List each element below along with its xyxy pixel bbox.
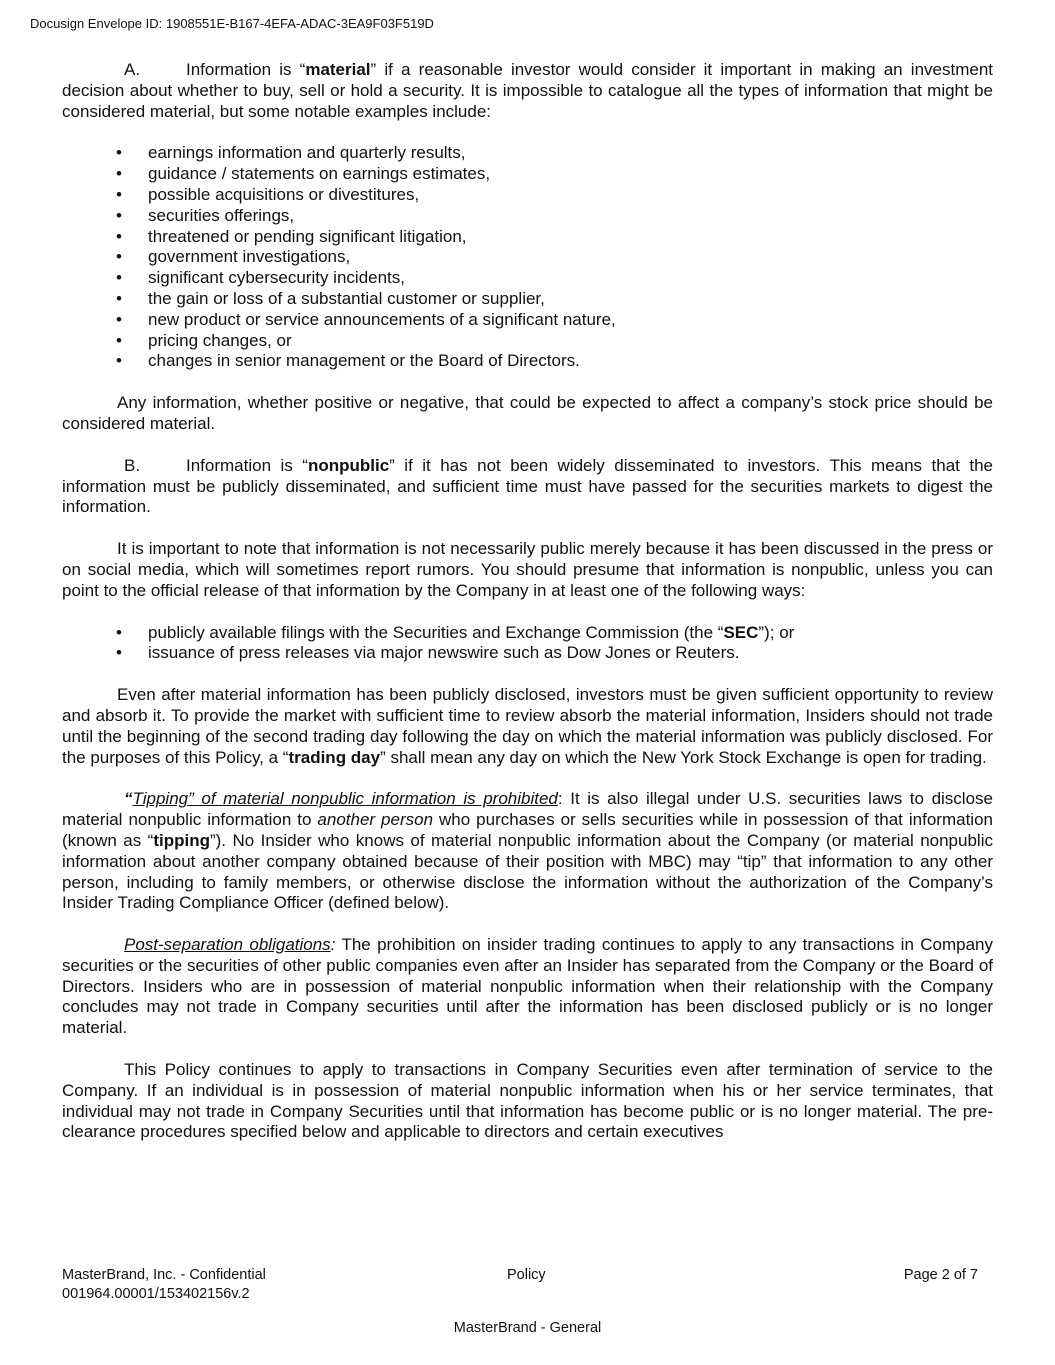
footer-title: Policy — [507, 1267, 546, 1283]
footer-doc-number: 001964.00001/153402156v.2 — [62, 1286, 250, 1302]
section-b-nonpublic: B. Information is “nonpublic” if it has not been widely disseminated to investors. This means that the information must be publicly disseminated, and sufficient time must have passed for the securities markets to digest the information. — [62, 455, 993, 517]
list-item: • publicly available filings with the Securities and Exchange Commission (the “SEC”); or — [116, 622, 795, 642]
term-material: material — [305, 60, 371, 79]
list-item: • securities offerings, — [116, 205, 295, 225]
section-letter: B. — [124, 455, 141, 475]
list-item: • possible acquisitions or divestitures, — [116, 184, 420, 204]
list-item: • issuance of press releases via major newswire such as Dow Jones or Reuters. — [116, 643, 740, 663]
tipping-paragraph: “Tipping” of material nonpublic information is prohibited: It is also illegal under U.S. securities laws to disclose material nonpublic information to another person who purchases or sells securities while in possession of that information (known as “tipping”). No Insider who knows of material nonpublic information about the Company (or material nonpublic information about another company obtained because of their position with MBC) may “tip” that information to any other person, including to family members, or otherwise disclose the information without the authorization of the Company’s Insider Trading Compliance Officer (defined below). — [62, 789, 993, 913]
list-item: • pricing changes, or — [116, 330, 292, 350]
any-information-paragraph: Any information, whether positive or negative, that could be expected to affect a company’s stock price should be considered material. — [62, 393, 993, 433]
term-tipping: tipping — [153, 830, 210, 850]
document-body — [62, 60, 993, 1143]
list-item: • significant cybersecurity incidents, — [116, 268, 406, 288]
term-nonpublic: nonpublic — [307, 455, 390, 475]
list-item: • changes in senior management or the Board of Directors. — [116, 351, 580, 371]
post-separation-paragraph: Post-separation obligations: The prohibition on insider trading continues to apply to any transactions in Company securities or the securities of other public companies even after an Insider has separated from the Company or the Board of Directors. Insiders who are in possession of material nonpublic information when their relationship with the Company concludes may not trade in Company securities until after the information has been disclosed publicly or is no longer material. — [62, 935, 993, 1038]
list-item: • threatened or pending significant litigation, — [116, 226, 467, 246]
tipping-heading: Tipping” of material nonpublic information is prohibited — [132, 789, 558, 809]
list-item: • new product or service announcements of a significant nature, — [116, 309, 616, 329]
list-item: • government investigations, — [116, 247, 351, 267]
list-item: • the gain or loss of a substantial customer or supplier, — [116, 288, 545, 308]
page-number: Page 2 of 7 — [903, 1267, 978, 1283]
material-examples-list — [62, 143, 993, 372]
policy-continues-paragraph: This Policy continues to apply to transactions in Company Securities even after termination of service to the Company. If an individual is in possession of material nonpublic information when his or her service terminates, that individual may not trade in Company Securities until that information has become public or is no longer material. The pre-clearance procedures specified below and applicable to directors and certain executives — [62, 1060, 993, 1142]
envelope-id: Docusign Envelope ID: 1908551E-B167-4EFA-ADAC-3EA9F03F519D — [30, 16, 434, 31]
important-note-paragraph: It is important to note that information is not necessarily public merely because it has been discussed in the press or on social media, which will sometimes report rumors. You should presume that information is nonpublic, unless you can point to the official release of that information by the Company in at least one of the following ways: — [62, 539, 993, 600]
official-release-list — [62, 623, 993, 665]
footer-company: MasterBrand, Inc. - Confidential — [62, 1267, 266, 1283]
post-separation-heading: Post-separation obligations — [124, 935, 331, 955]
even-after-paragraph: Even after material information has been publicly disclosed, investors must be given sufficient opportunity to review and absorb it. To provide the market with sufficient time to review absorb the material information, Insiders should not trade until the beginning of the second trading day following the day on which the material information was publicly disclosed. For the purposes of this Policy, a “trading day” shall mean any day on which the New York Stock Exchange is open for trading. — [62, 685, 993, 767]
list-item: • earnings information and quarterly results, — [116, 143, 466, 163]
term-sec: SEC — [723, 622, 759, 642]
section-a-material: A. Information is “material” if a reasonable investor would consider it important in making an investment decision about whether to buy, sell or hold a security. It is impossible to catalogue all the types of information that might be considered material, but some notable examples include: — [62, 60, 993, 121]
classification-label: MasterBrand - General — [453, 1320, 602, 1336]
section-letter: A. — [124, 60, 141, 79]
footer-left — [62, 1266, 266, 1304]
list-item: • guidance / statements on earnings estimates, — [116, 164, 491, 184]
term-trading-day: trading day — [288, 747, 381, 767]
